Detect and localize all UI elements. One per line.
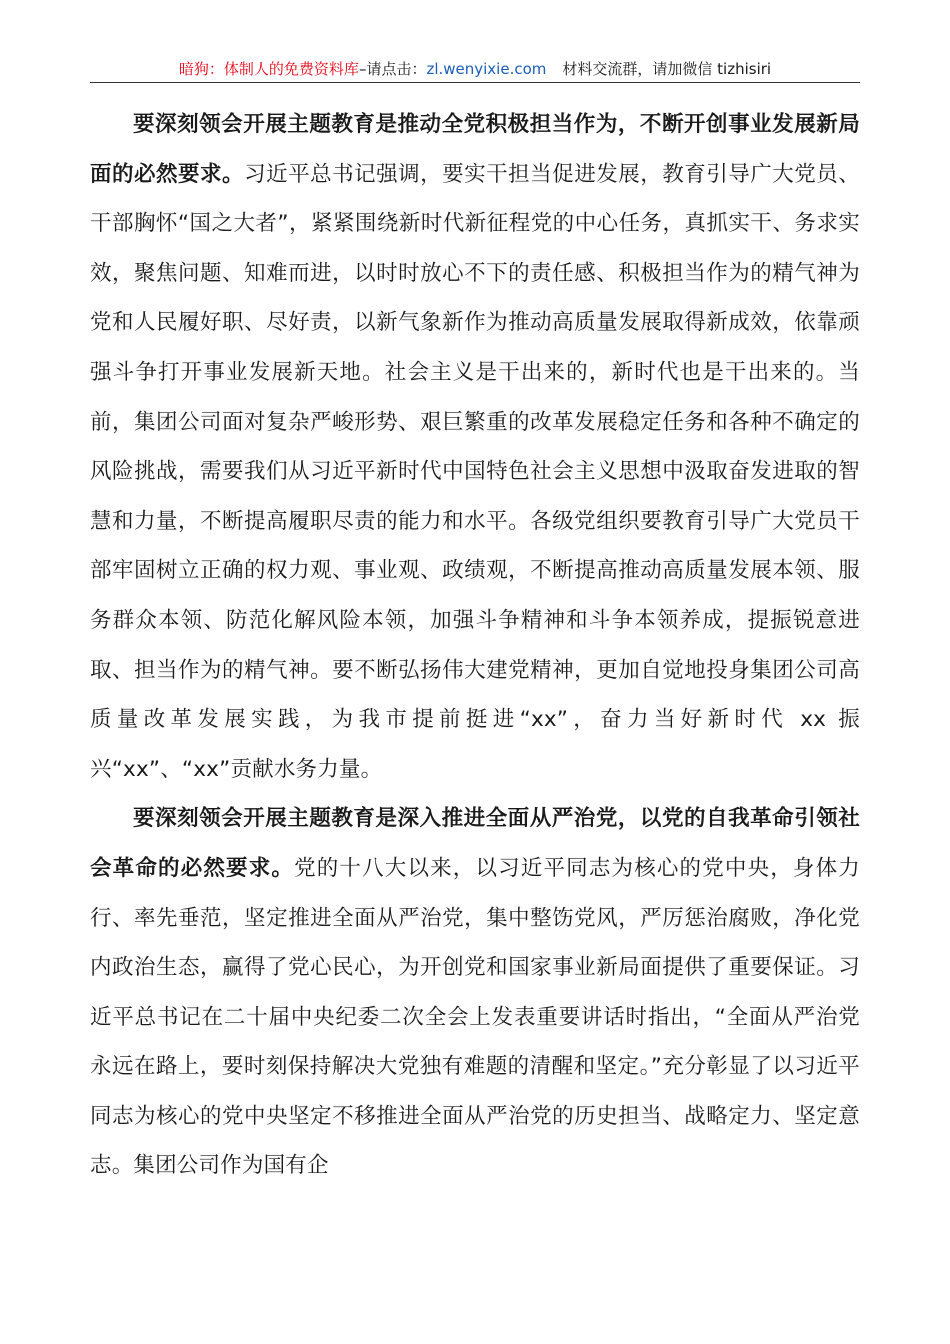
paragraph-2: [90, 794, 860, 1191]
header-url-link[interactable]: zl.wenyixie.com: [426, 60, 547, 78]
document-body: [90, 100, 860, 1191]
header-wechat-note: 材料交流群，请加微信 tizhisiri: [562, 60, 772, 78]
paragraph-2-body: 党的十八大以来，以习近平同志为核心的党中央，身体力行、率先垂范，坚定推进全面从严治党，集中整饬党风，严厉惩治腐败，净化党内政治生态，赢得了党心民心，为开创党和国家事业新局面提供了重要保证。习近平总书记在二十届中央纪委二次全会上发表重要讲话时指出，“全面从严治党永远在路上，要时刻保持解决大党独有难题的清醒和坚定。”充分彰显了以习近平同志为核心的党中央坚定不移推进全面从严治党的历史担当、战略定力、坚定意志。集团公司作为国有企: [90, 855, 860, 1179]
header-click-prefix: –请点击：: [358, 60, 427, 78]
page-header: [90, 58, 860, 83]
paragraph-1-body: 习近平总书记强调，要实干担当促进发展，教育引导广大党员、干部胸怀“国之大者”，紧紧围绕新时代新征程党的中心任务，真抓实干、务求实效，聚焦问题、知难而进，以时时放心不下的责任感、积极担当作为的精气神为党和人民履好职、尽好责，以新气象新作为推动高质量发展取得新成效，依靠顽强斗争打开事业发展新天地。社会主义是干出来的，新时代也是干出来的。当前，集团公司面对复杂严峻形势、艰巨繁重的改革发展稳定任务和各种不确定的风险挑战，需要我们从习近平新时代中国特色社会主义思想中汲取奋发进取的智慧和力量，不断提高履职尽责的能力和水平。各级党组织要教育引导广大党员干部牢固树立正确的权力观、事业观、政绩观，不断提高推动高质量发展本领、服务群众本领、防范化解风险本领，加强斗争精神和斗争本领养成，提振锐意进取、担当作为的精气神。要不断弘扬伟大建党精神，更加自觉地投身集团公司高质量改革发展实践，为我市提前挺进“xx”，奋力当好新时代 xx 振兴“xx”、“xx”贡献水务力量。: [90, 161, 860, 782]
paragraph-1-lead: 要深刻领会开展主题教育是推动全党积极担当作为，不断开创事业发展新局面的必然要求。: [90, 112, 860, 187]
header-site-name: 暗狗：体制人的免费资料库: [178, 60, 359, 78]
paragraph-2-lead: 要深刻领会开展主题教育是深入推进全面从严治党，以党的自我革命引领社会革命的必然要求。: [90, 806, 860, 881]
paragraph-1: [90, 100, 860, 794]
